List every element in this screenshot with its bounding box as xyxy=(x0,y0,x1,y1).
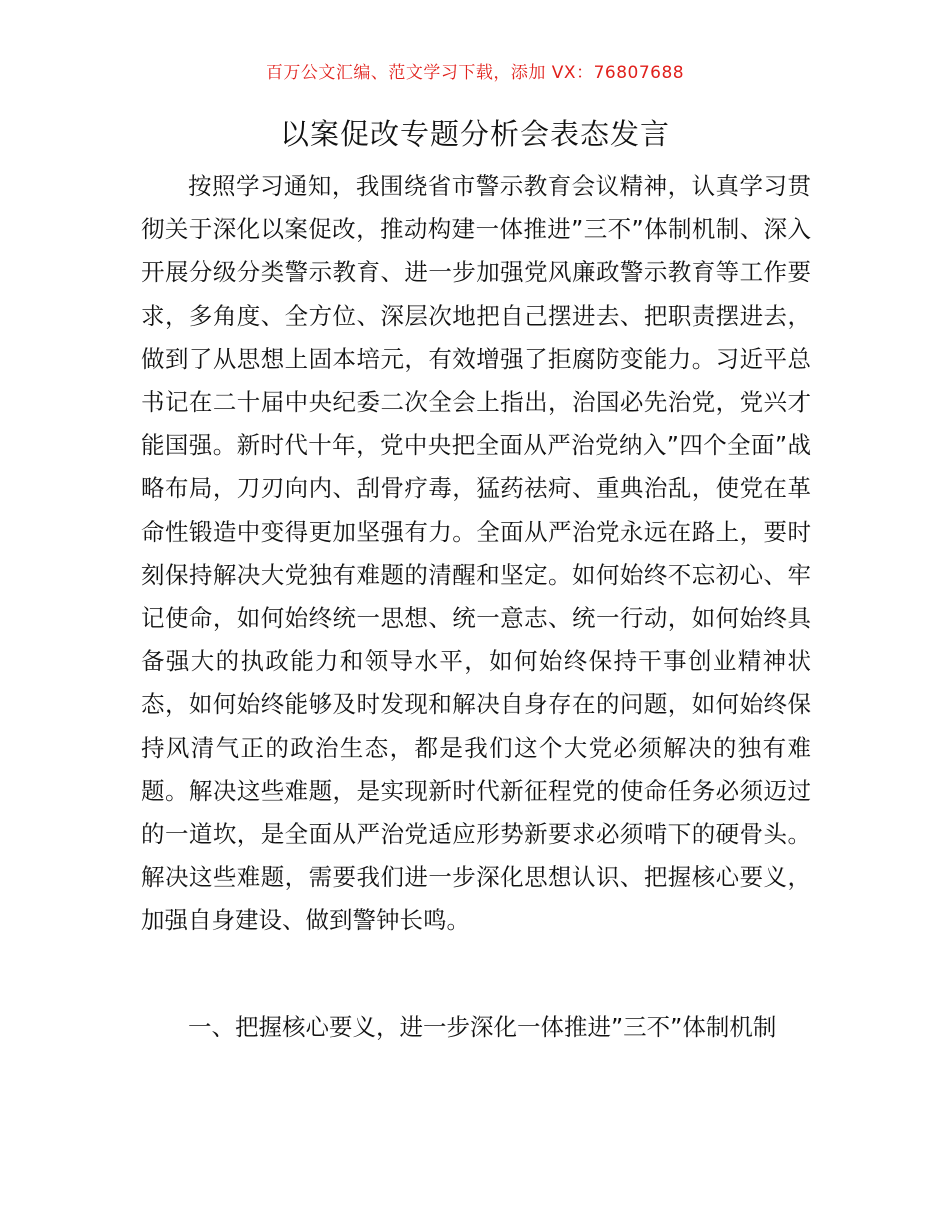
body-paragraph: 按照学习通知，我围绕省市警示教育会议精神，认真学习贯彻关于深化以案促改，推动构建一体推进”三不”体制机制、深入开展分级分类警示教育、进一步加强党风廉政警示教育等工作要求，多角度、全方位、深层次地把自己摆进去、把职责摆进去，做到了从思想上固本培元，有效增强了拒腐防变能力。习近平总书记在二十届中央纪委二次全会上指出，治国必先治党，党兴才能国强。新时代十年，党中央把全面从严治党纳入”四个全面”战略布局，刀刃向内、刮骨疗毒，猛药祛疴、重典治乱，使党在革命性锻造中变得更加坚强有力。全面从严治党永远在路上，要时刻保持解决大党独有难题的清醒和坚定。如何始终不忘初心、牢记使命，如何始终统一思想、统一意志、统一行动，如何始终具备强大的执政能力和领导水平，如何始终保持干事创业精神状态，如何始终能够及时发现和解决自身存在的问题，如何始终保持风清气正的政治生态，都是我们这个大党必须解决的独有难题。解决这些难题，是实现新时代新征程党的使命任务必须迈过的一道坎，是全面从严治党适应形势新要求必须啃下的硬骨头。解决这些难题，需要我们进一步深化思想认识、把握核心要义，加强自身建设、做到警钟长鸣。 xyxy=(141,172,811,935)
header-watermark-note: 百万公文汇编、范文学习下载，添加 VX：76807688 xyxy=(265,63,685,83)
document-title: 以案促改专题分析会表态发言 xyxy=(279,117,670,151)
section-heading-paragraph: 一、把握核心要义，进一步深化一体推进”三不”体制机制 xyxy=(188,1013,777,1041)
